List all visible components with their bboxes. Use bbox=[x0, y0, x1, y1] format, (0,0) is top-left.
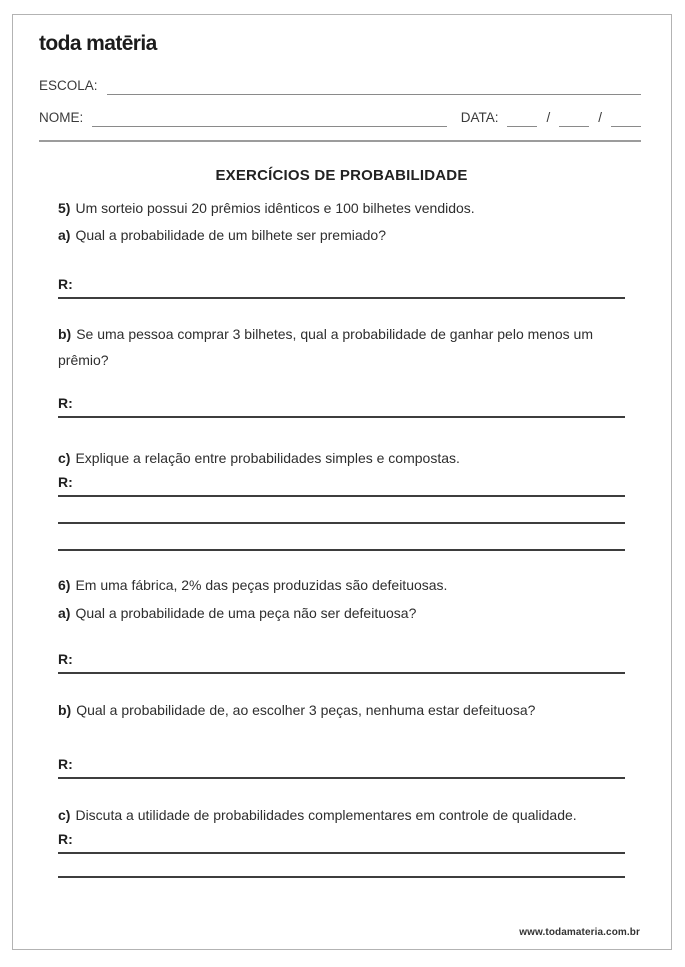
name-input-line bbox=[92, 109, 446, 127]
part-text: Se uma pessoa comprar 3 bilhetes, qual a probabilidade de ganhar pelo menos um prêmio? bbox=[58, 326, 593, 368]
answer-label: R: bbox=[58, 651, 73, 667]
question-part bbox=[58, 321, 625, 373]
footer-url: www.todamateria.com.br bbox=[519, 927, 640, 938]
answer-label: R: bbox=[58, 756, 73, 772]
answer-line bbox=[58, 754, 625, 779]
worksheet-page bbox=[12, 14, 672, 950]
answer-line bbox=[58, 829, 625, 854]
question-part bbox=[58, 697, 625, 723]
name-label: NOME: bbox=[39, 110, 84, 125]
answer-extra-line bbox=[58, 497, 625, 524]
question-text: Um sorteio possui 20 prêmios idênticos e 100 bilhetes vendidos. bbox=[75, 200, 475, 216]
date-year-line bbox=[611, 111, 641, 127]
question-block-6 bbox=[58, 572, 625, 878]
part-text: Discuta a utilidade de probabilidades complementares em controle de qualidade. bbox=[75, 807, 577, 823]
part-label: a) bbox=[58, 227, 71, 243]
worksheet-body bbox=[13, 142, 671, 878]
date-field-group bbox=[461, 110, 641, 127]
date-separator: / bbox=[546, 110, 551, 125]
school-field-row bbox=[39, 77, 641, 95]
answer-label: R: bbox=[58, 474, 73, 490]
question-statement bbox=[58, 195, 625, 221]
part-label: a) bbox=[58, 605, 71, 621]
answer-label: R: bbox=[58, 395, 73, 411]
part-text: Explique a relação entre probabilidades simples e compostas. bbox=[75, 450, 460, 466]
toda-materia-logo: toda matēria bbox=[39, 32, 157, 55]
question-part bbox=[58, 222, 625, 248]
question-part bbox=[58, 802, 625, 828]
part-label: b) bbox=[58, 326, 72, 342]
school-input-line bbox=[107, 77, 641, 95]
date-day-line bbox=[507, 111, 537, 127]
answer-extra-line bbox=[58, 854, 625, 878]
part-text: Qual a probabilidade de, ao escolher 3 peças, nenhuma estar defeituosa? bbox=[76, 702, 536, 718]
date-month-line bbox=[559, 111, 589, 127]
school-label: ESCOLA: bbox=[39, 78, 98, 93]
question-block-5 bbox=[58, 195, 625, 551]
answer-label: R: bbox=[58, 831, 73, 847]
question-number: 5) bbox=[58, 200, 71, 216]
part-text: Qual a probabilidade de uma peça não ser defeituosa? bbox=[75, 605, 417, 621]
page-header bbox=[13, 15, 671, 142]
question-text: Em uma fábrica, 2% das peças produzidas são defeituosas. bbox=[75, 577, 448, 593]
answer-extra-line bbox=[58, 524, 625, 551]
worksheet-title: EXERCÍCIOS DE PROBABILIDADE bbox=[215, 167, 468, 184]
date-separator: / bbox=[598, 110, 602, 125]
date-label: DATA: bbox=[460, 110, 499, 125]
part-label: b) bbox=[58, 702, 72, 718]
question-statement bbox=[58, 572, 625, 598]
part-label: c) bbox=[58, 450, 71, 466]
part-label: c) bbox=[58, 807, 71, 823]
answer-label: R: bbox=[58, 276, 73, 292]
answer-line bbox=[58, 274, 625, 299]
answer-line bbox=[58, 472, 625, 497]
question-part bbox=[58, 600, 625, 626]
answer-line bbox=[58, 393, 625, 418]
answer-line bbox=[58, 649, 625, 674]
question-part bbox=[58, 445, 625, 471]
part-text: Qual a probabilidade de um bilhete ser premiado? bbox=[75, 227, 386, 243]
name-field-row bbox=[39, 109, 641, 127]
question-number: 6) bbox=[58, 577, 71, 593]
